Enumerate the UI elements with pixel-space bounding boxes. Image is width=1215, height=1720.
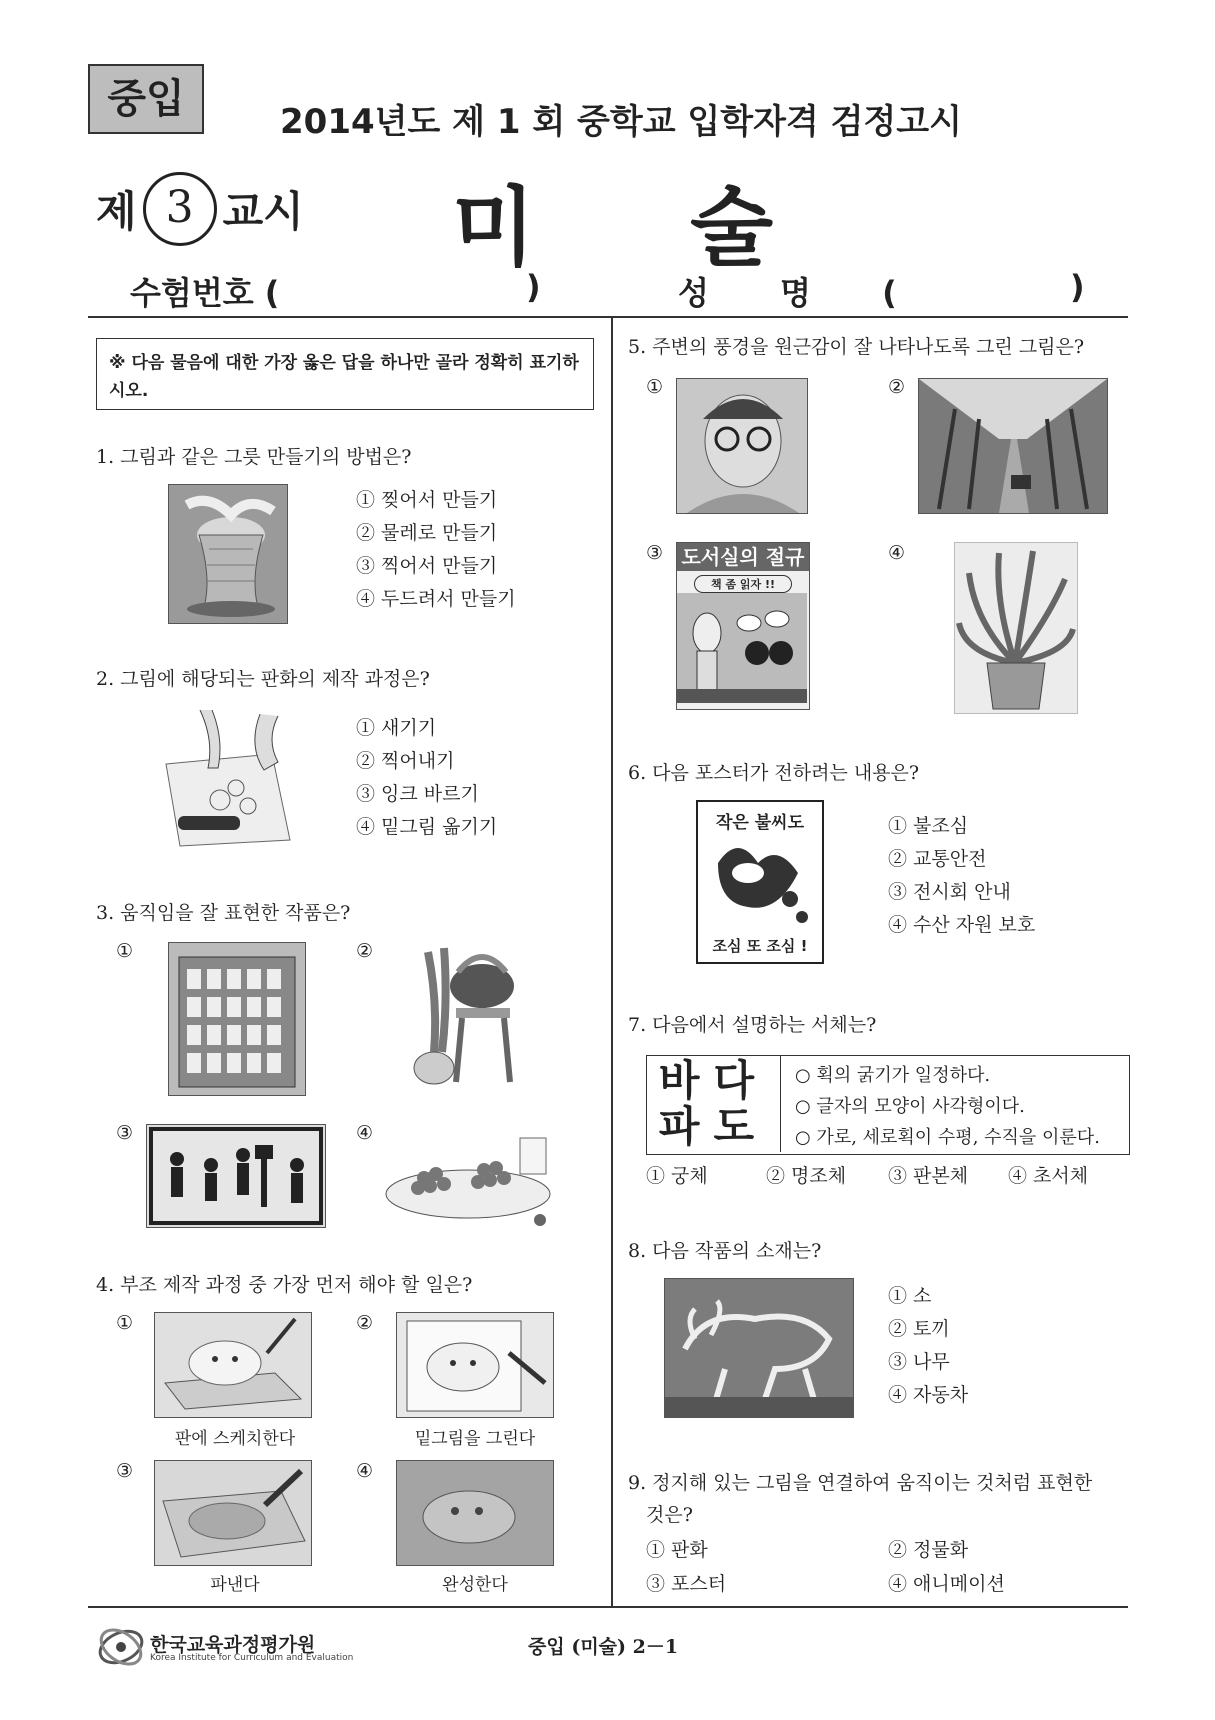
pottery-wheel-image	[168, 484, 288, 624]
column-divider	[611, 316, 613, 1606]
instruction-box: ※ 다음 물음에 대한 가장 옳은 답을 하나만 골라 정확히 표기하시오.	[96, 338, 594, 410]
fire-poster-slogan: 조심 또 조심 !	[712, 937, 808, 955]
footer-org-name-en: Korea Institute for Curriculum and Evaluation	[150, 1653, 354, 1663]
desc-line-2: ○ 글자의 모양이 사각형이다.	[795, 1096, 1025, 1117]
basketball-players-artwork	[146, 1124, 326, 1228]
option-4[interactable]: ④ 두드려서 만들기	[356, 588, 516, 610]
q4-num-4[interactable]: ④	[356, 1460, 374, 1482]
cabinet-artwork	[168, 942, 306, 1096]
option-3[interactable]: ③ 나무	[888, 1351, 950, 1373]
portrait-painting	[676, 378, 808, 514]
subject-char-1: 미	[452, 178, 536, 278]
library-poster-title: 도서실의 절규	[677, 543, 809, 571]
subject-char-2: 술	[690, 178, 774, 278]
option-2[interactable]: ② 물레로 만들기	[356, 522, 498, 544]
footer-divider	[88, 1606, 1128, 1608]
footer-org-name: 한국교육과정평가원	[150, 1634, 316, 1656]
question-2: 2. 그림에 해당되는 판화의 제작 과정은?	[96, 668, 430, 690]
fire-safety-poster	[696, 800, 824, 964]
q5-num-4[interactable]: ④	[888, 542, 906, 564]
typeface-sample-chars	[647, 1056, 781, 1152]
typeface-sample-box	[646, 1055, 1130, 1155]
name-close: )	[1070, 268, 1085, 306]
q7-option-2[interactable]: ② 명조체	[766, 1165, 847, 1187]
desc-line-1: ○ 획의 굵기가 일정하다.	[795, 1065, 991, 1086]
library-poster-subtitle: 책 좀 읽자 !!	[694, 575, 792, 593]
sample-line-1: 바다	[658, 1056, 769, 1105]
q3-num-2[interactable]: ②	[356, 940, 374, 962]
question-9-line-1: 9. 정지해 있는 그림을 연결하여 움직이는 것처럼 표현한	[628, 1472, 1093, 1494]
q9-option-2[interactable]: ② 정물화	[888, 1539, 969, 1561]
q9-option-1[interactable]: ① 판화	[646, 1539, 708, 1561]
carving-image	[154, 1460, 312, 1566]
q7-option-4[interactable]: ④ 초서체	[1008, 1165, 1089, 1187]
tree-road-landscape	[918, 378, 1108, 514]
q4-num-3[interactable]: ③	[116, 1460, 134, 1482]
fire-poster-headline: 작은 불씨도	[715, 813, 805, 833]
question-8: 8. 다음 작품의 소재는?	[628, 1240, 822, 1262]
option-4[interactable]: ④ 수산 자원 보호	[888, 914, 1036, 936]
option-4[interactable]: ④ 밑그림 옮기기	[356, 816, 498, 838]
q7-option-3[interactable]: ③ 판본체	[888, 1165, 969, 1187]
question-1: 1. 그림과 같은 그릇 만들기의 방법은?	[96, 446, 412, 468]
bull-artwork	[664, 1278, 854, 1418]
exam-title: 2014년도 제 1 회 중학교 입학자격 검정고시	[280, 102, 962, 142]
q7-option-1[interactable]: ① 궁체	[646, 1165, 708, 1187]
q4-caption-3: 파낸다	[210, 1575, 260, 1595]
library-poster	[676, 542, 810, 710]
option-3[interactable]: ③ 잉크 바르기	[356, 783, 479, 805]
drawing-sketch-image	[396, 1312, 554, 1418]
q2-options	[356, 712, 497, 844]
period-label	[96, 172, 304, 246]
q9-option-3[interactable]: ③ 포스터	[646, 1573, 727, 1595]
option-2[interactable]: ② 교통안전	[888, 848, 987, 870]
question-9-line-2: 것은?	[646, 1504, 693, 1526]
option-2[interactable]: ② 토끼	[888, 1318, 950, 1340]
question-5: 5. 주변의 풍경을 원근감이 잘 나타나도록 그린 그림은?	[628, 336, 1085, 358]
exam-number-close: )	[526, 268, 541, 306]
typeface-description	[795, 1060, 1100, 1153]
period-prefix: 제	[96, 187, 137, 236]
kice-logo-icon	[96, 1622, 146, 1672]
q5-num-3[interactable]: ③	[646, 542, 664, 564]
sketch-on-board-image	[154, 1312, 312, 1418]
option-3[interactable]: ③ 전시회 안내	[888, 881, 1011, 903]
period-number: 3	[143, 172, 217, 246]
option-1[interactable]: ① 소	[888, 1285, 932, 1307]
question-3: 3. 움직임을 잘 표현한 작품은?	[96, 902, 351, 924]
desc-line-3: ○ 가로, 세로획이 수평, 수직을 이룬다.	[795, 1127, 1100, 1148]
q4-num-1[interactable]: ①	[116, 1312, 134, 1334]
option-2[interactable]: ② 찍어내기	[356, 750, 455, 772]
potted-plant-drawing	[954, 542, 1078, 714]
header-divider	[88, 316, 1128, 318]
q4-caption-2: 밑그림을 그린다	[414, 1429, 536, 1449]
question-4: 4. 부조 제작 과정 중 가장 먼저 해야 할 일은?	[96, 1274, 473, 1296]
q4-caption-1: 판에 스케치한다	[174, 1429, 296, 1449]
sample-line-2: 파도	[658, 1102, 769, 1151]
q5-num-2[interactable]: ②	[888, 376, 906, 398]
question-6: 6. 다음 포스터가 전하려는 내용은?	[628, 762, 920, 784]
q6-options	[888, 810, 1035, 942]
option-1[interactable]: ① 불조심	[888, 815, 969, 837]
exam-type-tag: 중입	[88, 64, 204, 134]
option-1[interactable]: ① 찢어서 만들기	[356, 489, 498, 511]
q3-num-1[interactable]: ①	[116, 940, 134, 962]
q4-num-2[interactable]: ②	[356, 1312, 374, 1334]
q9-option-4[interactable]: ④ 애니메이션	[888, 1573, 1005, 1595]
q3-num-3[interactable]: ③	[116, 1122, 134, 1144]
page-number: 중입 (미술) 2－1	[528, 1636, 679, 1658]
exam-number-label: 수험번호 (	[130, 274, 280, 312]
option-1[interactable]: ① 새기기	[356, 717, 437, 739]
plant-still-life-artwork	[408, 942, 526, 1094]
q1-options	[356, 484, 516, 616]
finished-relief-image	[396, 1460, 554, 1566]
printmaking-image	[160, 710, 296, 850]
name-label: 성 명 (	[678, 274, 897, 312]
q4-caption-4: 완성한다	[442, 1575, 508, 1595]
q3-num-4[interactable]: ④	[356, 1122, 374, 1144]
question-7: 7. 다음에서 설명하는 서체는?	[628, 1014, 877, 1036]
grapes-still-life-artwork	[384, 1128, 560, 1228]
option-3[interactable]: ③ 찍어서 만들기	[356, 555, 498, 577]
option-4[interactable]: ④ 자동차	[888, 1384, 969, 1406]
q5-num-1[interactable]: ①	[646, 376, 664, 398]
period-suffix: 교시	[222, 187, 304, 236]
q8-options	[888, 1280, 968, 1412]
